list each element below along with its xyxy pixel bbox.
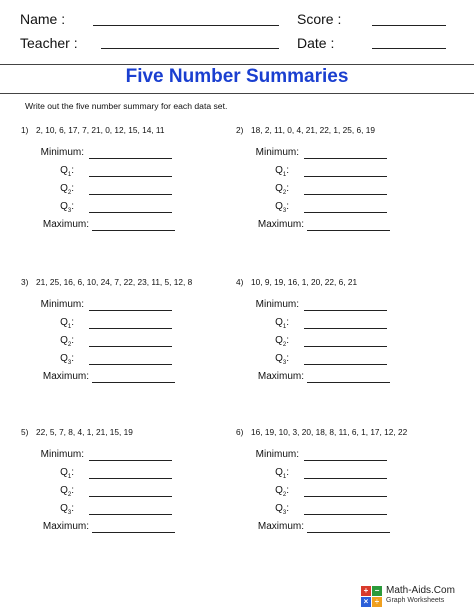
score-field-line[interactable] — [372, 25, 446, 26]
max-answer-line[interactable] — [92, 532, 175, 533]
min-answer-line[interactable] — [89, 158, 172, 159]
q-colon: : — [286, 353, 289, 364]
max-row — [21, 371, 241, 385]
q1-label — [275, 165, 289, 178]
q-colon: : — [71, 503, 74, 514]
q3-label — [60, 201, 74, 214]
q2-row — [236, 485, 456, 499]
instructions: Write out the five number summary for each data set. — [25, 101, 228, 111]
q-letter: Q — [275, 335, 283, 346]
name-label: Name : — [20, 11, 66, 27]
q2-row — [236, 335, 456, 349]
score-label: Score : — [297, 11, 342, 27]
max-answer-line[interactable] — [307, 382, 390, 383]
q-colon: : — [286, 503, 289, 514]
q2-answer-line[interactable] — [89, 194, 172, 195]
header-divider — [0, 64, 474, 65]
q3-row — [21, 201, 241, 215]
q1-row — [21, 165, 241, 179]
q1-row — [21, 317, 241, 331]
title-divider — [0, 93, 474, 94]
q2-label — [275, 335, 289, 348]
q-colon: : — [286, 467, 289, 478]
date-label: Date : — [297, 35, 335, 51]
q1-answer-line[interactable] — [89, 328, 172, 329]
q-letter: Q — [60, 165, 68, 176]
problem-number: 2) — [236, 125, 244, 135]
q-letter: Q — [275, 503, 283, 514]
q-letter: Q — [60, 353, 68, 364]
q1-label — [275, 317, 289, 330]
min-row — [21, 449, 241, 463]
date-field-line[interactable] — [372, 48, 446, 49]
q-letter: Q — [60, 201, 68, 212]
times-icon: × — [361, 597, 371, 607]
q-subscript: 3 — [67, 208, 72, 214]
divide-icon: ÷ — [372, 597, 382, 607]
maximum-label: Maximum: — [257, 521, 304, 532]
q3-label — [275, 201, 289, 214]
q3-answer-line[interactable] — [304, 364, 387, 365]
q-subscript: 1 — [282, 474, 287, 480]
q3-answer-line[interactable] — [89, 212, 172, 213]
min-answer-line[interactable] — [304, 158, 387, 159]
problem-number: 5) — [21, 427, 29, 437]
minimum-label: Minimum: — [40, 449, 84, 460]
q-letter: Q — [60, 183, 68, 194]
q-subscript: 3 — [282, 208, 287, 214]
q-subscript: 1 — [282, 324, 287, 330]
q-subscript: 2 — [282, 190, 287, 196]
logo-subtitle: Graph Worksheets — [386, 597, 445, 604]
q2-label — [275, 183, 289, 196]
q-colon: : — [71, 317, 74, 328]
q2-answer-line[interactable] — [89, 496, 172, 497]
maximum-label: Maximum: — [42, 371, 89, 382]
q-subscript: 3 — [67, 510, 72, 516]
q-colon: : — [71, 335, 74, 346]
q3-answer-line[interactable] — [89, 514, 172, 515]
q3-label — [60, 353, 74, 366]
page-title: Five Number Summaries — [125, 66, 349, 87]
q-colon: : — [71, 467, 74, 478]
q3-row — [21, 353, 241, 367]
min-row — [236, 449, 456, 463]
q1-label — [275, 467, 289, 480]
max-row — [236, 521, 456, 535]
teacher-label: Teacher : — [20, 35, 78, 51]
minimum-label: Minimum: — [255, 299, 299, 310]
minimum-label: Minimum: — [40, 147, 84, 158]
q-colon: : — [71, 201, 74, 212]
q-colon: : — [286, 485, 289, 496]
q-colon: : — [71, 353, 74, 364]
q-subscript: 1 — [67, 324, 72, 330]
minus-icon: − — [372, 586, 382, 596]
q-colon: : — [71, 485, 74, 496]
max-row — [236, 219, 456, 233]
min-answer-line[interactable] — [304, 310, 387, 311]
min-answer-line[interactable] — [304, 460, 387, 461]
min-answer-line[interactable] — [89, 310, 172, 311]
q2-row — [21, 335, 241, 349]
q-letter: Q — [60, 335, 68, 346]
q2-answer-line[interactable] — [304, 496, 387, 497]
q-subscript: 3 — [282, 510, 287, 516]
q3-label — [275, 503, 289, 516]
min-row — [21, 299, 241, 313]
problem-5 — [21, 427, 244, 537]
minimum-label: Minimum: — [255, 449, 299, 460]
q3-label — [275, 353, 289, 366]
problem-data-set: 16, 19, 10, 3, 20, 18, 8, 11, 6, 1, 17, 12, 22 — [251, 427, 408, 437]
q2-answer-line[interactable] — [304, 194, 387, 195]
q-letter: Q — [275, 165, 283, 176]
q2-row — [21, 485, 241, 499]
q-colon: : — [286, 335, 289, 346]
q3-answer-line[interactable] — [304, 514, 387, 515]
q-subscript: 2 — [67, 342, 72, 348]
q-letter: Q — [60, 467, 68, 478]
minimum-label: Minimum: — [40, 299, 84, 310]
q3-row — [21, 503, 241, 517]
q1-row — [236, 165, 456, 179]
problem-number: 4) — [236, 277, 244, 287]
max-answer-line[interactable] — [92, 382, 175, 383]
problem-data-set: 2, 10, 6, 17, 7, 21, 0, 12, 15, 14, 11 — [36, 125, 165, 135]
q-colon: : — [71, 165, 74, 176]
max-row — [21, 521, 241, 535]
q1-answer-line[interactable] — [304, 176, 387, 177]
q3-answer-line[interactable] — [89, 364, 172, 365]
logo-name: Math-Aids.Com — [386, 585, 455, 596]
maximum-label: Maximum: — [257, 371, 304, 382]
q2-label — [60, 335, 74, 348]
teacher-field-line[interactable] — [101, 48, 279, 49]
max-answer-line[interactable] — [307, 230, 390, 231]
q1-label — [60, 467, 74, 480]
q-letter: Q — [275, 467, 283, 478]
q1-row — [236, 467, 456, 481]
maximum-label: Maximum: — [42, 521, 89, 532]
q-subscript: 2 — [67, 190, 72, 196]
q-subscript: 2 — [67, 492, 72, 498]
q-letter: Q — [60, 317, 68, 328]
math-aids-logo — [361, 584, 471, 608]
q2-answer-line[interactable] — [304, 346, 387, 347]
max-answer-line[interactable] — [92, 230, 175, 231]
min-row — [21, 147, 241, 161]
q3-row — [236, 503, 456, 517]
q1-row — [21, 467, 241, 481]
q-subscript: 2 — [282, 492, 287, 498]
q-letter: Q — [60, 503, 68, 514]
q1-label — [60, 317, 74, 330]
q-colon: : — [71, 183, 74, 194]
q-letter: Q — [275, 183, 283, 194]
q3-answer-line[interactable] — [304, 212, 387, 213]
q3-row — [236, 201, 456, 215]
problem-number: 3) — [21, 277, 29, 287]
problem-data-set: 10, 9, 19, 16, 1, 20, 22, 6, 21 — [251, 277, 358, 287]
q3-row — [236, 353, 456, 367]
plus-icon: + — [361, 586, 371, 596]
q2-row — [21, 183, 241, 197]
q-colon: : — [286, 317, 289, 328]
q-letter: Q — [60, 485, 68, 496]
problem-1 — [21, 125, 244, 235]
q-subscript: 3 — [67, 360, 72, 366]
q-subscript: 3 — [282, 360, 287, 366]
q-subscript: 2 — [282, 342, 287, 348]
q2-row — [236, 183, 456, 197]
problem-4 — [236, 277, 456, 387]
problem-number: 6) — [236, 427, 244, 437]
q1-answer-line[interactable] — [89, 176, 172, 177]
min-row — [236, 299, 456, 313]
problem-2 — [236, 125, 456, 235]
q1-answer-line[interactable] — [304, 328, 387, 329]
problem-3 — [21, 277, 244, 387]
problem-number: 1) — [21, 125, 29, 135]
q2-label — [60, 183, 74, 196]
minimum-label: Minimum: — [255, 147, 299, 158]
q1-answer-line[interactable] — [304, 478, 387, 479]
problem-data-set: 22, 5, 7, 8, 4, 1, 21, 15, 19 — [36, 427, 133, 437]
q-colon: : — [286, 201, 289, 212]
q1-answer-line[interactable] — [89, 478, 172, 479]
maximum-label: Maximum: — [257, 219, 304, 230]
q-letter: Q — [275, 353, 283, 364]
q1-row — [236, 317, 456, 331]
maximum-label: Maximum: — [42, 219, 89, 230]
q2-label — [60, 485, 74, 498]
min-row — [236, 147, 456, 161]
logo-grid-icon — [361, 586, 383, 608]
q-subscript: 1 — [282, 172, 287, 178]
max-row — [236, 371, 456, 385]
max-row — [21, 219, 241, 233]
q-letter: Q — [275, 201, 283, 212]
problem-data-set: 18, 2, 11, 0, 4, 21, 22, 1, 25, 6, 19 — [251, 125, 375, 135]
q2-answer-line[interactable] — [89, 346, 172, 347]
q-letter: Q — [275, 485, 283, 496]
q2-label — [275, 485, 289, 498]
name-field-line[interactable] — [93, 25, 279, 26]
q3-label — [60, 503, 74, 516]
q-letter: Q — [275, 317, 283, 328]
max-answer-line[interactable] — [307, 532, 390, 533]
problem-data-set: 21, 25, 16, 6, 10, 24, 7, 22, 23, 11, 5, 12, 8 — [36, 277, 193, 287]
min-answer-line[interactable] — [89, 460, 172, 461]
q-colon: : — [286, 165, 289, 176]
q-subscript: 1 — [67, 172, 72, 178]
q-colon: : — [286, 183, 289, 194]
q1-label — [60, 165, 74, 178]
q-subscript: 1 — [67, 474, 72, 480]
problem-6 — [236, 427, 456, 537]
